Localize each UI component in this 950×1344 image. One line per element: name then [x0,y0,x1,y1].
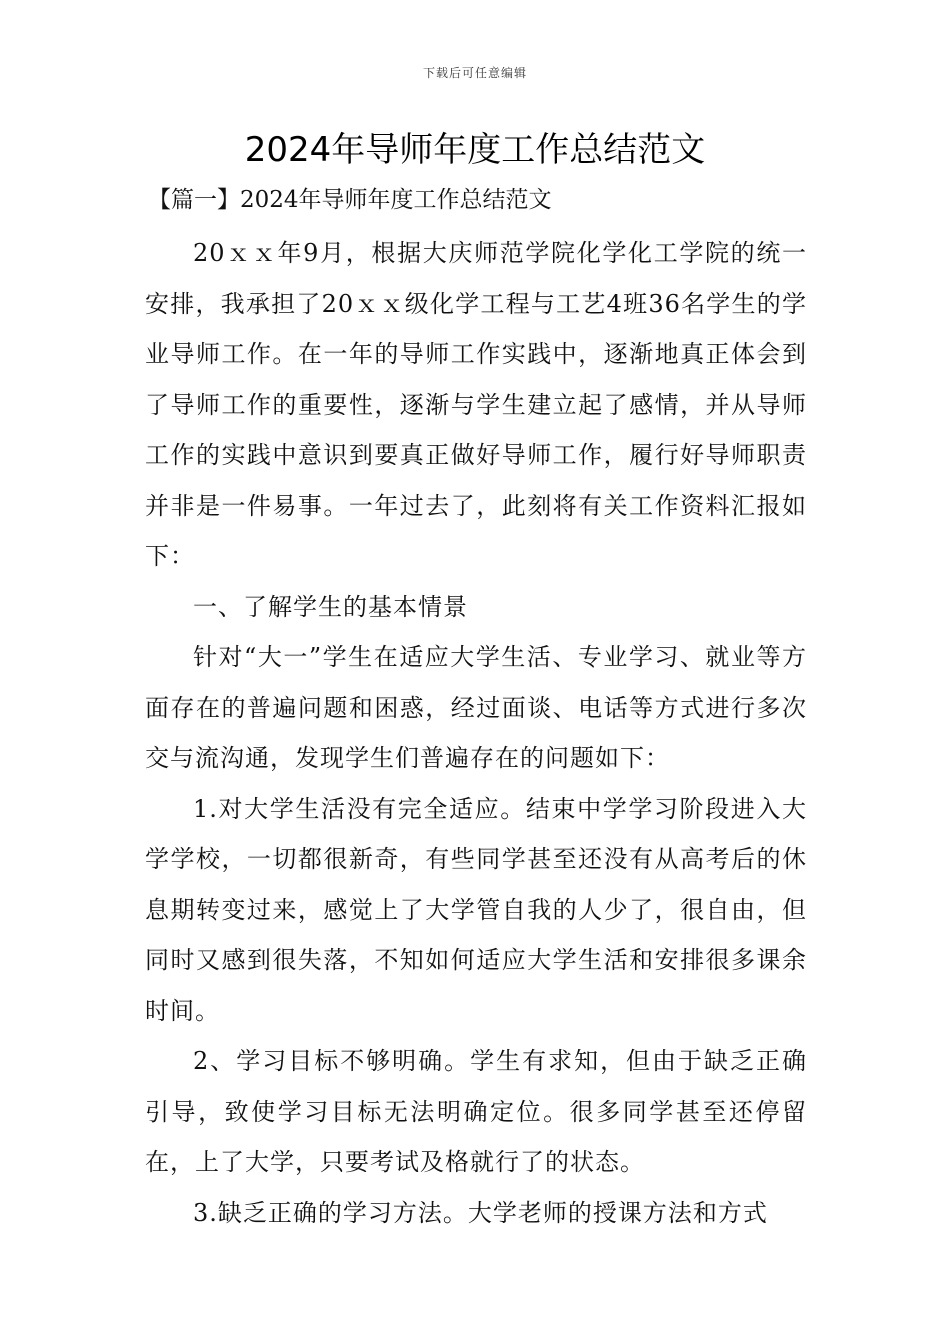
document-body [145,228,807,1238]
document-title: 2024年导师年度工作总结范文 [244,130,706,170]
paragraph-subheading: 一、了解学生的基本情景 [193,592,468,621]
paragraph-point-3: 3.缺乏正确的学习方法。大学老师的授课方法和方式 [193,1198,768,1227]
paragraph-point-1: 1.对大学生活没有完全适应。结束中学学习阶段进入大学学校，一切都很新奇，有些同学甚至还没有从高考后的休息期转变过来，感觉上了大学管自我的人少了，很自由，但同时又感到很失落，不知如何适应大学生活和安排很多课余时间。 [145,794,807,1025]
paragraph-problems-intro: 针对“大一”学生在适应大学生活、专业学习、就业等方面存在的普遍问题和困惑，经过面谈、电话等方式进行多次交与流沟通，发现学生们普遍存在的问题如下： [145,643,807,772]
section-heading: 【篇一】2024年导师年度工作总结范文 [148,187,552,213]
paragraph-intro: 20ｘｘ年9月，根据大庆师范学院化学化工学院的统一安排，我承担了20ｘｘ级化学工程与工艺4班36名学生的学业导师工作。在一年的导师工作实践中，逐渐地真正体会到了导师工作的重要性，逐渐与学生建立起了感情，并从导师工作的实践中意识到要真正做好导师工作，履行好导师职责并非是一件易事。一年过去了，此刻将有关工作资料汇报如下： [145,239,807,570]
header-note: 下载后可任意编辑 [422,66,527,80]
paragraph-point-2: 2、学习目标不够明确。学生有求知，但由于缺乏正确引导，致使学习目标无法明确定位。很多同学甚至还停留在，上了大学，只要考试及格就行了的状态。 [145,1047,807,1176]
